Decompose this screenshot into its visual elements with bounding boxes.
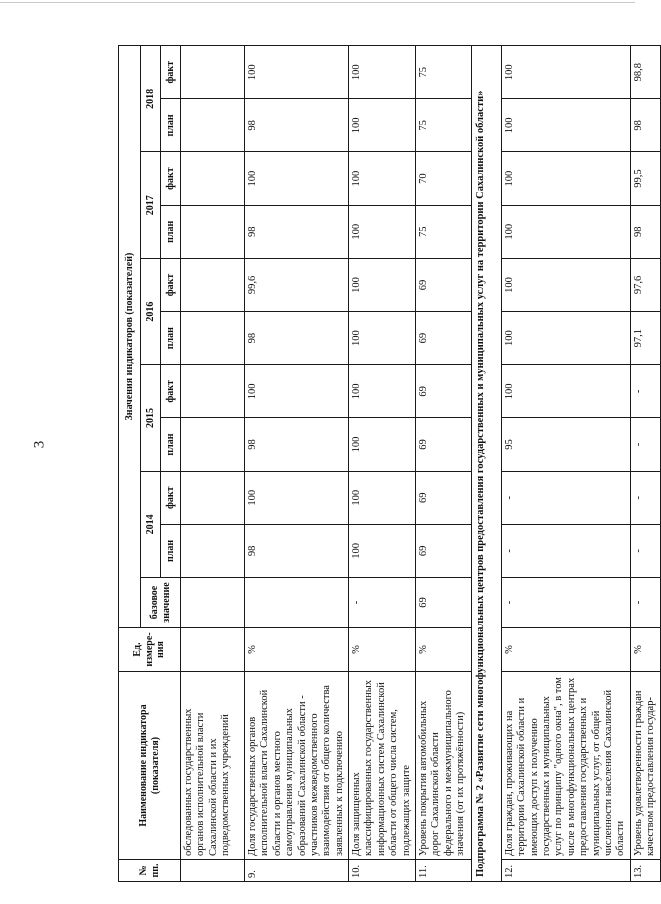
row-value: 69	[415, 312, 471, 365]
row-num: 11.	[415, 860, 471, 882]
row-value: -	[501, 524, 630, 577]
indicators-table	[118, 45, 661, 882]
header-year: 2014	[141, 471, 161, 577]
row-value: 100	[501, 152, 630, 205]
header-year: 2018	[141, 46, 161, 152]
table-row	[349, 46, 416, 882]
row-value: 100	[349, 152, 416, 205]
header-fact: факт	[161, 365, 181, 418]
row-num: 12.	[501, 860, 630, 882]
row-value: 100	[245, 152, 349, 205]
row-value	[181, 46, 245, 99]
subprogram-row	[471, 46, 501, 882]
row-value: 98	[245, 99, 349, 152]
row-value: 98	[630, 99, 660, 152]
row-value: 70	[415, 152, 471, 205]
row-value: 100	[501, 205, 630, 258]
row-value: 100	[349, 524, 416, 577]
row-base: 69	[415, 578, 471, 628]
row-value: 98	[630, 205, 660, 258]
page-number: 3	[31, 440, 48, 449]
row-value: -	[501, 471, 630, 524]
header-year: 2016	[141, 258, 161, 364]
row-base: -	[349, 578, 416, 628]
row-value: 100	[501, 258, 630, 311]
row-value: 75	[415, 205, 471, 258]
row-value: 100	[245, 365, 349, 418]
header-base: базовое значение	[141, 578, 181, 628]
header-num: № пп.	[119, 860, 181, 882]
header-fact: факт	[161, 258, 181, 311]
row-unit: %	[349, 628, 416, 672]
row-value: 69	[415, 418, 471, 471]
row-name: Доля государственных органов исполнительной власти Сахалинской области и органов местного самоуправления муниципальных образований Сахалинской области - участников межведомственного взаимодействия от общего количества заявленных к подключению	[245, 672, 349, 860]
header-year: 2017	[141, 152, 161, 258]
row-value: 100	[349, 365, 416, 418]
row-unit: %	[501, 628, 630, 672]
header-fact: факт	[161, 152, 181, 205]
header-plan: план	[161, 205, 181, 258]
row-unit: %	[245, 628, 349, 672]
row-value: 100	[349, 46, 416, 99]
row-value: 98	[245, 524, 349, 577]
row-value: 100	[501, 46, 630, 99]
row-value: 69	[415, 365, 471, 418]
header-unit: Ед. измере-ния	[119, 628, 181, 672]
row-value: 97,1	[630, 312, 660, 365]
row-value	[181, 524, 245, 577]
row-value: -	[630, 471, 660, 524]
row-value: 100	[349, 418, 416, 471]
row-name: Доля граждан, проживающих на территории Сахалинской области и имеющих доступ к получению государственных и муниципальных услуг по принципу "одного окна", в том числе в многофункциональных центрах предоставления государственных и муниципальных услуг, от общей численности населения Сахалинской области	[501, 672, 630, 860]
table-row	[415, 46, 471, 882]
row-name: Уровень покрытия автомобильных дорог Сахалинской области федерального и межмуниципального значения (от их протяжённости)	[415, 672, 471, 860]
scan-edge-line	[0, 2, 635, 3]
header-fact: факт	[161, 46, 181, 99]
row-value: 98	[245, 312, 349, 365]
row-value: 69	[415, 258, 471, 311]
row-value: 100	[349, 205, 416, 258]
rotated-table-wrapper	[118, 46, 656, 882]
row-value: 97,6	[630, 258, 660, 311]
header-plan: план	[161, 418, 181, 471]
row-unit: %	[415, 628, 471, 672]
table-row	[181, 46, 245, 882]
row-base	[245, 578, 349, 628]
row-value: 100	[501, 312, 630, 365]
row-value	[181, 258, 245, 311]
row-value: -	[630, 524, 660, 577]
table-row	[245, 46, 349, 882]
row-value: 98,8	[630, 46, 660, 99]
header-plan: план	[161, 312, 181, 365]
row-value: 100	[245, 471, 349, 524]
row-value: -	[630, 365, 660, 418]
header-plan: план	[161, 524, 181, 577]
row-value: 100	[245, 46, 349, 99]
table-row	[501, 46, 630, 882]
row-value: 75	[415, 99, 471, 152]
row-value	[181, 418, 245, 471]
row-num: 9.	[245, 860, 349, 882]
row-value	[181, 365, 245, 418]
row-value	[181, 471, 245, 524]
row-base: -	[630, 578, 660, 628]
row-value	[181, 99, 245, 152]
header-name: Наименование индикатора (показателя)	[119, 672, 181, 860]
row-value: 99,6	[245, 258, 349, 311]
header-year: 2015	[141, 365, 161, 471]
row-value: 99,5	[630, 152, 660, 205]
header-fact: факт	[161, 471, 181, 524]
row-name: Доля защищенных классифицированных государственных информационных систем Сахалинской области от общего числа систем, подлежащих защите	[349, 672, 416, 860]
row-value: 100	[501, 365, 630, 418]
row-value: -	[630, 418, 660, 471]
row-num	[181, 860, 245, 882]
row-value: 69	[415, 524, 471, 577]
row-num: 13.	[630, 860, 660, 882]
row-value: 100	[349, 258, 416, 311]
row-value: 100	[349, 312, 416, 365]
header-plan: план	[161, 99, 181, 152]
table-row	[630, 46, 660, 882]
row-name: Уровень удовлетворенности граждан качеством предоставления государ-	[630, 672, 660, 860]
row-value	[181, 312, 245, 365]
row-value: 98	[245, 418, 349, 471]
row-value: 75	[415, 46, 471, 99]
row-unit: %	[630, 628, 660, 672]
row-value	[181, 152, 245, 205]
row-value: 100	[349, 99, 416, 152]
row-name: обследованных государственных органов исполнительной власти Сахалинской области и их подведомственных учреждений	[181, 672, 245, 860]
row-value: 95	[501, 418, 630, 471]
row-value: 100	[501, 99, 630, 152]
row-value: 98	[245, 205, 349, 258]
row-base: -	[501, 578, 630, 628]
header-values-group: Значения индикаторов (показателей)	[119, 46, 141, 628]
row-value: 100	[349, 471, 416, 524]
row-unit	[181, 628, 245, 672]
row-value	[181, 205, 245, 258]
row-num: 10.	[349, 860, 416, 882]
row-value: 69	[415, 471, 471, 524]
subprogram-title: Подпрограмма № 2 «Развитие сети многофункциональных центров предоставления государственных и муниципальных услуг на территории Сахалинской области»	[471, 46, 501, 882]
row-base	[181, 578, 245, 628]
